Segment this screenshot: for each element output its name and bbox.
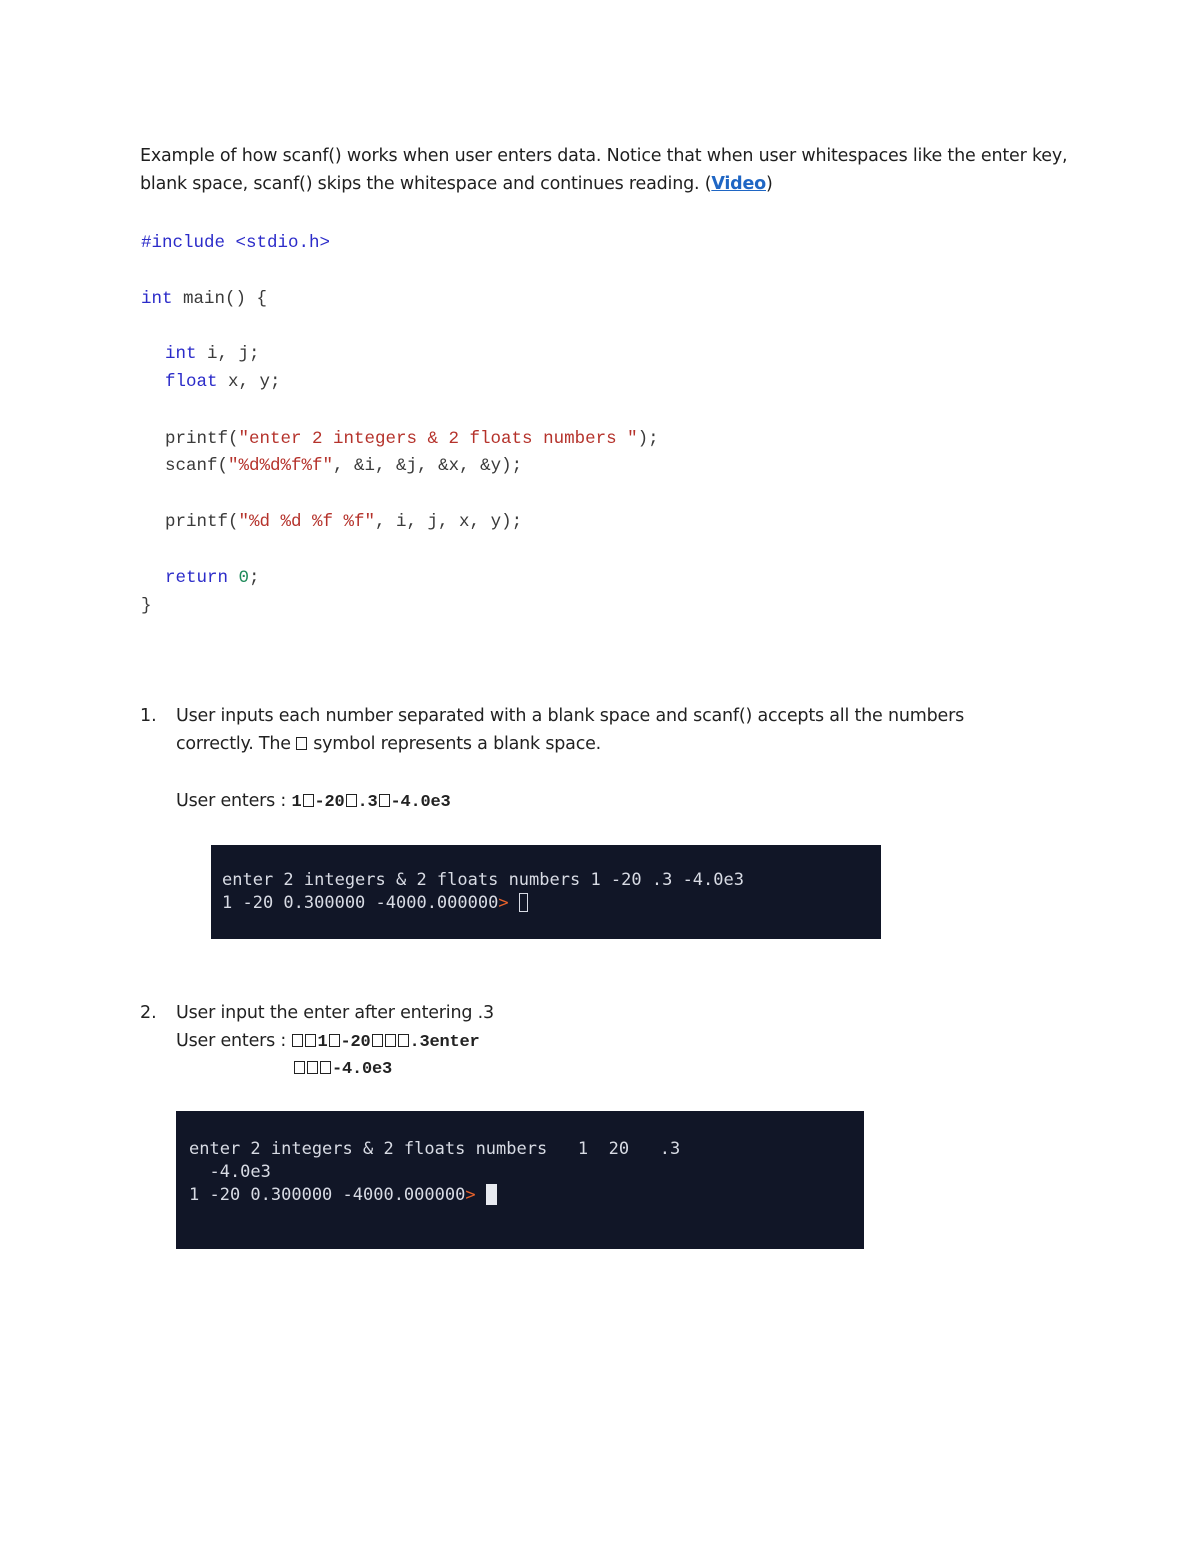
- list-number-2: 2.: [140, 1003, 157, 1023]
- intro-end: ): [766, 174, 773, 194]
- terminal2-prompt: >: [465, 1185, 476, 1205]
- blank-space-box-icon: [346, 794, 357, 807]
- item2-user-enters: User enters : 1 -20 .3enter: [176, 1031, 480, 1052]
- blank-space-box-icon: [329, 1034, 340, 1047]
- blank-space-box-icon: [303, 794, 314, 807]
- video-link[interactable]: Video: [711, 174, 766, 194]
- code-line-printf-output: printf("%d %d %f %f", i, j, x, y);: [165, 512, 523, 532]
- terminal-cursor-icon: [486, 1184, 497, 1205]
- intro-text: Example of how scanf() works when user enters data. Notice that when user whitespaces like the enter key, blank space, scanf() skips the whitespace and continues reading. (: [140, 146, 1068, 194]
- item2-description: User input the enter after entering .3: [176, 1003, 494, 1023]
- blank-space-box-icon: [307, 1061, 318, 1074]
- code-line-include: #include <stdio.h>: [141, 233, 331, 253]
- item1-input-4: -4.0e3: [390, 793, 451, 812]
- terminal2-line2: -4.0e3: [189, 1162, 271, 1182]
- blank-space-box-icon: [385, 1034, 396, 1047]
- code-line-printf-prompt: printf("enter 2 integers & 2 floats numbers ");: [165, 429, 659, 449]
- terminal1-line1: enter 2 integers & 2 floats numbers 1 -20 .3 -4.0e3: [222, 870, 744, 890]
- terminal1-prompt: >: [498, 893, 509, 913]
- code-line-float-decl: float x, y;: [165, 372, 281, 392]
- item1-user-enters: User enters : 1 -20 .3 -4.0e3: [176, 791, 451, 812]
- item1-input-3: .3: [357, 793, 378, 812]
- blank-space-box-icon: [398, 1034, 409, 1047]
- blank-space-box-icon: [292, 1034, 303, 1047]
- item1-input-1: 1: [291, 793, 302, 812]
- code-line-main: int main() {: [141, 289, 268, 309]
- blank-space-box-icon: [320, 1061, 331, 1074]
- terminal-output-2: [176, 1111, 864, 1249]
- blank-space-box-icon: [379, 794, 390, 807]
- terminal-output-1: [211, 845, 881, 939]
- blank-space-box-icon: [294, 1061, 305, 1074]
- terminal2-line1: enter 2 integers & 2 floats numbers 1 20 .3: [189, 1139, 681, 1159]
- code-line-close-brace: }: [141, 596, 152, 616]
- code-line-scanf: scanf("%d%d%f%f", &i, &j, &x, &y);: [165, 456, 523, 476]
- code-line-int-decl: int i, j;: [165, 344, 260, 364]
- code-line-return: return 0;: [165, 568, 260, 588]
- item2-user-enters-line2: -4.0e3: [293, 1054, 693, 1084]
- list-number-1: 1.: [140, 706, 157, 726]
- terminal2-line3: 1 -20 0.300000 -4000.000000: [189, 1185, 466, 1205]
- terminal1-line2: 1 -20 0.300000 -4000.000000: [222, 893, 499, 913]
- item1-description: User inputs each number separated with a blank space and scanf() accepts all the numbers correctly. The symbol represents a blank space.: [176, 706, 964, 754]
- terminal-cursor-icon: [519, 893, 528, 912]
- blank-space-box-icon: [296, 737, 307, 750]
- blank-space-box-icon: [372, 1034, 383, 1047]
- item1-input-2: -20: [314, 793, 345, 812]
- intro-paragraph: [140, 142, 1080, 198]
- blank-space-box-icon: [305, 1034, 316, 1047]
